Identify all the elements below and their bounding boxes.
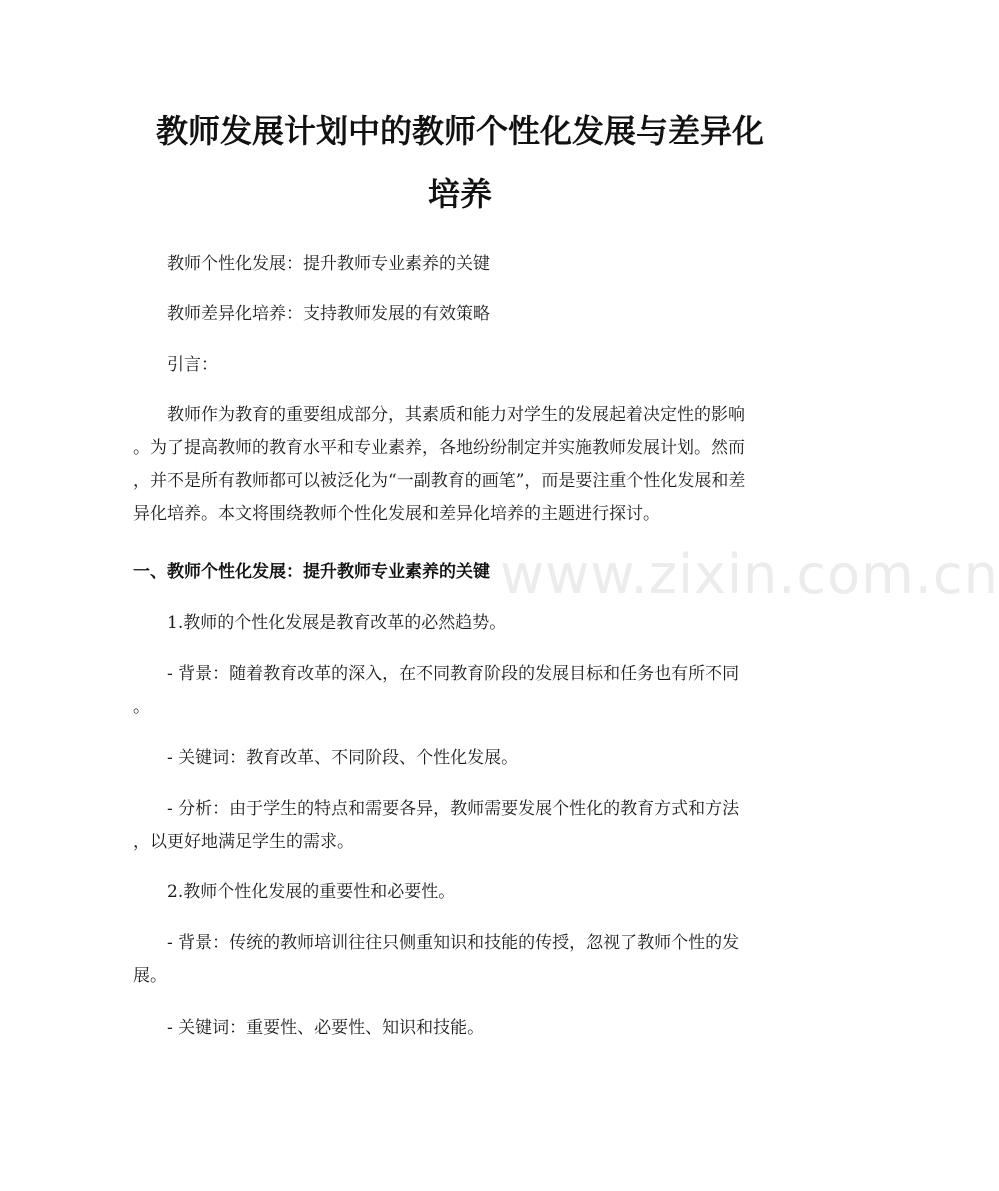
item-1-analysis-line: ，以更好地满足学生的需求。: [133, 832, 354, 852]
item-2-title: 2.教师个性化发展的重要性和必要性。: [167, 882, 456, 902]
intro-line: 教师作为教育的重要组成部分，其素质和能力对学生的发展起着决定性的影响: [167, 405, 745, 425]
intro-line: 异化培养。本文将围绕教师个性化发展和差异化培养的主题进行探讨。: [133, 504, 660, 524]
item-1-analysis: [133, 793, 793, 859]
item-1-keywords: - 关键词：教育改革、不同阶段、个性化发展。: [167, 748, 519, 768]
item-2-keywords: - 关键词：重要性、必要性、知识和技能。: [167, 1018, 485, 1038]
intro-label: 引言：: [167, 355, 218, 375]
item-1-background-line: - 背景：随着教育改革的深入，在不同教育阶段的发展目标和任务也有所不同: [167, 664, 740, 684]
item-1-background-line: 。: [133, 697, 150, 717]
document-title-line-1: 教师发展计划中的教师个性化发展与差异化: [155, 112, 764, 150]
item-1-analysis-line: - 分析：由于学生的特点和需要各异，教师需要发展个性化的教育方式和方法: [167, 799, 740, 819]
item-1-title: 1.教师的个性化发展是教育改革的必然趋势。: [167, 613, 507, 633]
watermark: www.zixin.com.cn: [500, 543, 999, 606]
section-heading-1: 一、教师个性化发展：提升教师专业素养的关键: [133, 562, 490, 582]
item-2-background-line: 展。: [133, 966, 167, 986]
intro-line: 。为了提高教师的教育水平和专业素养，各地纷纷制定并实施教师发展计划。然而: [133, 438, 745, 458]
item-1-background: [133, 658, 793, 724]
item-2-background-line: - 背景：传统的教师培训往往只侧重知识和技能的传授，忽视了教师个性的发: [167, 933, 740, 953]
subtitle-differentiated: 教师差异化培养：支持教师发展的有效策略: [167, 304, 490, 324]
intro-paragraph: [133, 399, 793, 531]
document-title-line-2: 培养: [427, 175, 492, 213]
item-2-background: [133, 927, 793, 993]
subtitle-personalized: 教师个性化发展：提升教师专业素养的关键: [167, 254, 490, 274]
intro-line: ，并不是所有教师都可以被泛化为“一副教育的画笔”，而是要注重个性化发展和差: [133, 471, 746, 491]
